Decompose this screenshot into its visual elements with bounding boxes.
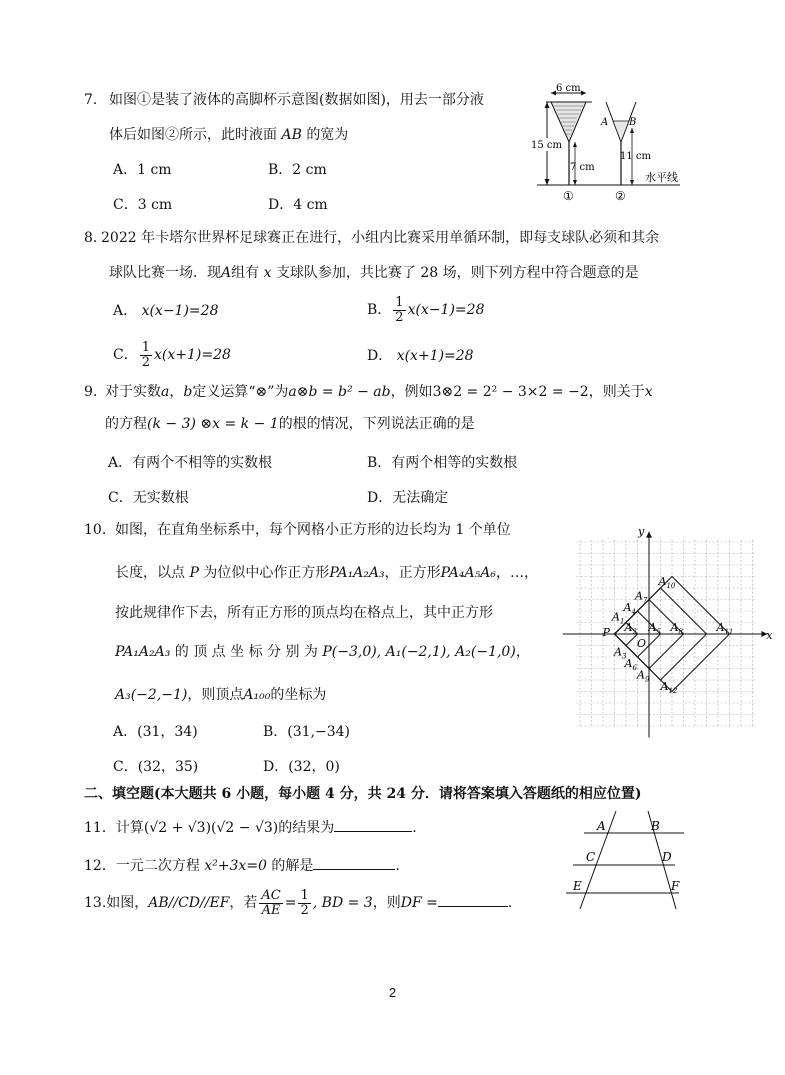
- point-a6-label: $A_6$: [624, 657, 637, 672]
- q10-coordinate-grid-figure: [560, 525, 773, 728]
- q7-number: 7.: [84, 92, 98, 108]
- q7-label-a: A: [601, 117, 609, 128]
- point-a10-label: $A_{10}$: [658, 575, 676, 590]
- q13-answer-blank[interactable]: [438, 892, 508, 907]
- x-axis-label: x: [766, 629, 773, 642]
- point-a11-label: $A_{11}$: [716, 621, 734, 636]
- q10-line4: PA₁A₂A₃ 的 顶 点 坐 标 分 别 为 P(−3,0), A₁(−2,1), A₂(−1,0)，: [115, 644, 530, 660]
- q8-option-b: B． $\frac{1}{2}$ x(x−1)=28: [367, 294, 485, 325]
- q7-marker-1: ①: [563, 189, 574, 203]
- q8-stem-line1: 2022 年卡塔尔世界杯足球赛正在进行，小组内比赛采用单循环制，即每支球队必须和其余: [101, 230, 660, 246]
- q8-number: 8.: [84, 230, 98, 246]
- section2-heading: 二、填空题(本大题共 6 小题，每小题 4 分，共 24 分．请将答案填入答题纸的相应位置): [84, 786, 642, 802]
- y-axis-arrow: [646, 532, 652, 538]
- q12-answer-blank[interactable]: [313, 855, 395, 870]
- q7-label-b: B: [629, 117, 637, 128]
- q7-option-d: D．4 cm: [268, 197, 328, 213]
- q10-option-c: C．(32，35): [113, 759, 199, 775]
- point-a3-label: $A_3$: [614, 645, 627, 661]
- q7-stem-height-label: 7 cm: [570, 162, 595, 173]
- q10-option-b: B．(31,−34): [263, 724, 351, 740]
- q7-goblet-figure: [528, 83, 688, 206]
- q7-horizon-label: 水平线: [645, 171, 678, 184]
- q7-option-b: B．2 cm: [268, 162, 327, 178]
- point-a9-label: $A_9$: [637, 668, 650, 684]
- q13-label-e: E: [573, 879, 582, 893]
- point-a8-label: $A_8$: [670, 621, 683, 636]
- q10-option-d: D．(32，0): [263, 759, 340, 775]
- q8-option-c: C． $\frac{1}{2}$ x(x+1)=28: [113, 339, 231, 370]
- q13-label-b: B: [651, 819, 660, 833]
- q8-option-d: D． x(x+1)=28: [367, 348, 474, 364]
- q10-line5: A₃(−2,−1)，则顶点A₁₀₀的坐标为: [115, 687, 327, 703]
- q13-label-f: F: [671, 879, 680, 893]
- point-a12-label: $A_{12}$: [660, 680, 678, 695]
- q7-top-width-label: 6 cm: [556, 83, 581, 94]
- q13-parallel-lines-figure: [560, 808, 695, 913]
- q10-number: 10.: [84, 522, 107, 538]
- y-axis-label: y: [638, 525, 645, 539]
- q9-stem-line1: 对于实数a，b定义运算“⊗”为a⊗b = b² − ab，例如3⊗2 = 2² − 3×2 = −2，则关于x: [105, 384, 653, 400]
- origin-label: O: [637, 637, 647, 650]
- q7-option-a: A．1 cm: [113, 162, 172, 178]
- q9-option-d: D．无法确定: [367, 490, 449, 506]
- q11-line: 11．计算(√2 + √3)(√2 − √3)的结果为 .: [84, 817, 417, 838]
- q8-option-a: A． x(x−1)=28: [113, 303, 219, 319]
- q10-line3: 按此规律作下去，所有正方形的顶点均在格点上，其中正方形: [115, 605, 493, 621]
- q7-height2-label: 11 cm: [620, 151, 651, 162]
- page-number: 2: [388, 985, 397, 1000]
- q10-line1: 如图，在直角坐标系中，每个网格小正方形的边长均为 1 个单位: [115, 522, 511, 538]
- point-a5-label: $A_5$: [648, 621, 661, 636]
- q13-label-a: A: [597, 819, 606, 833]
- q12-line: 12．一元二次方程 x²+3x=0 的解是 .: [84, 855, 400, 876]
- q9-option-b: B．有两个相等的实数根: [367, 455, 518, 471]
- point-a2-label: $A_2$: [624, 621, 637, 636]
- point-a7-label: $A_7$: [635, 589, 648, 605]
- q7-marker-2: ②: [615, 189, 626, 203]
- q9-number: 9.: [84, 384, 98, 400]
- q7-height-label: 15 cm: [531, 140, 562, 151]
- q11-answer-blank[interactable]: [334, 817, 412, 832]
- q13-line: 13.如图，AB//CD//EF，若 $\frac{AC}{AE}$ = $\frac{1}{2}$ , BD = 3，则DF = .: [84, 887, 513, 918]
- q9-option-c: C．无实数根: [108, 490, 189, 506]
- q7-stem-line2: 体后如图②所示，此时液面 AB 的宽为: [109, 127, 349, 143]
- q7-option-c: C．3 cm: [113, 197, 173, 213]
- q9-option-a: A．有两个不相等的实数根: [108, 455, 273, 471]
- q10-option-a: A．(31，34): [113, 724, 198, 740]
- q13-label-c: C: [586, 850, 596, 864]
- q9-stem-line2: 的方程(k − 3) ⊗x = k − 1的根的情况，下列说法正确的是: [105, 416, 475, 432]
- q13-label-d: D: [662, 850, 672, 864]
- q8-stem-line2: 球队比赛一场．现A组有 x 支球队参加，共比赛了 28 场，则下列方程中符合题意的是: [109, 265, 639, 281]
- point-p-label: P: [602, 626, 610, 639]
- point-a1-label: $A_1$: [612, 610, 625, 626]
- q10-line2: 长度，以点 P 为位似中心作正方形PA₁A₂A₃，正方形PA₄A₅A₆，…，: [115, 565, 538, 581]
- point-a4-label: $A_4$: [623, 601, 636, 616]
- q7-stem-line1: 如图①是装了液体的高脚杯示意图(数据如图)，用去一部分液: [109, 92, 484, 108]
